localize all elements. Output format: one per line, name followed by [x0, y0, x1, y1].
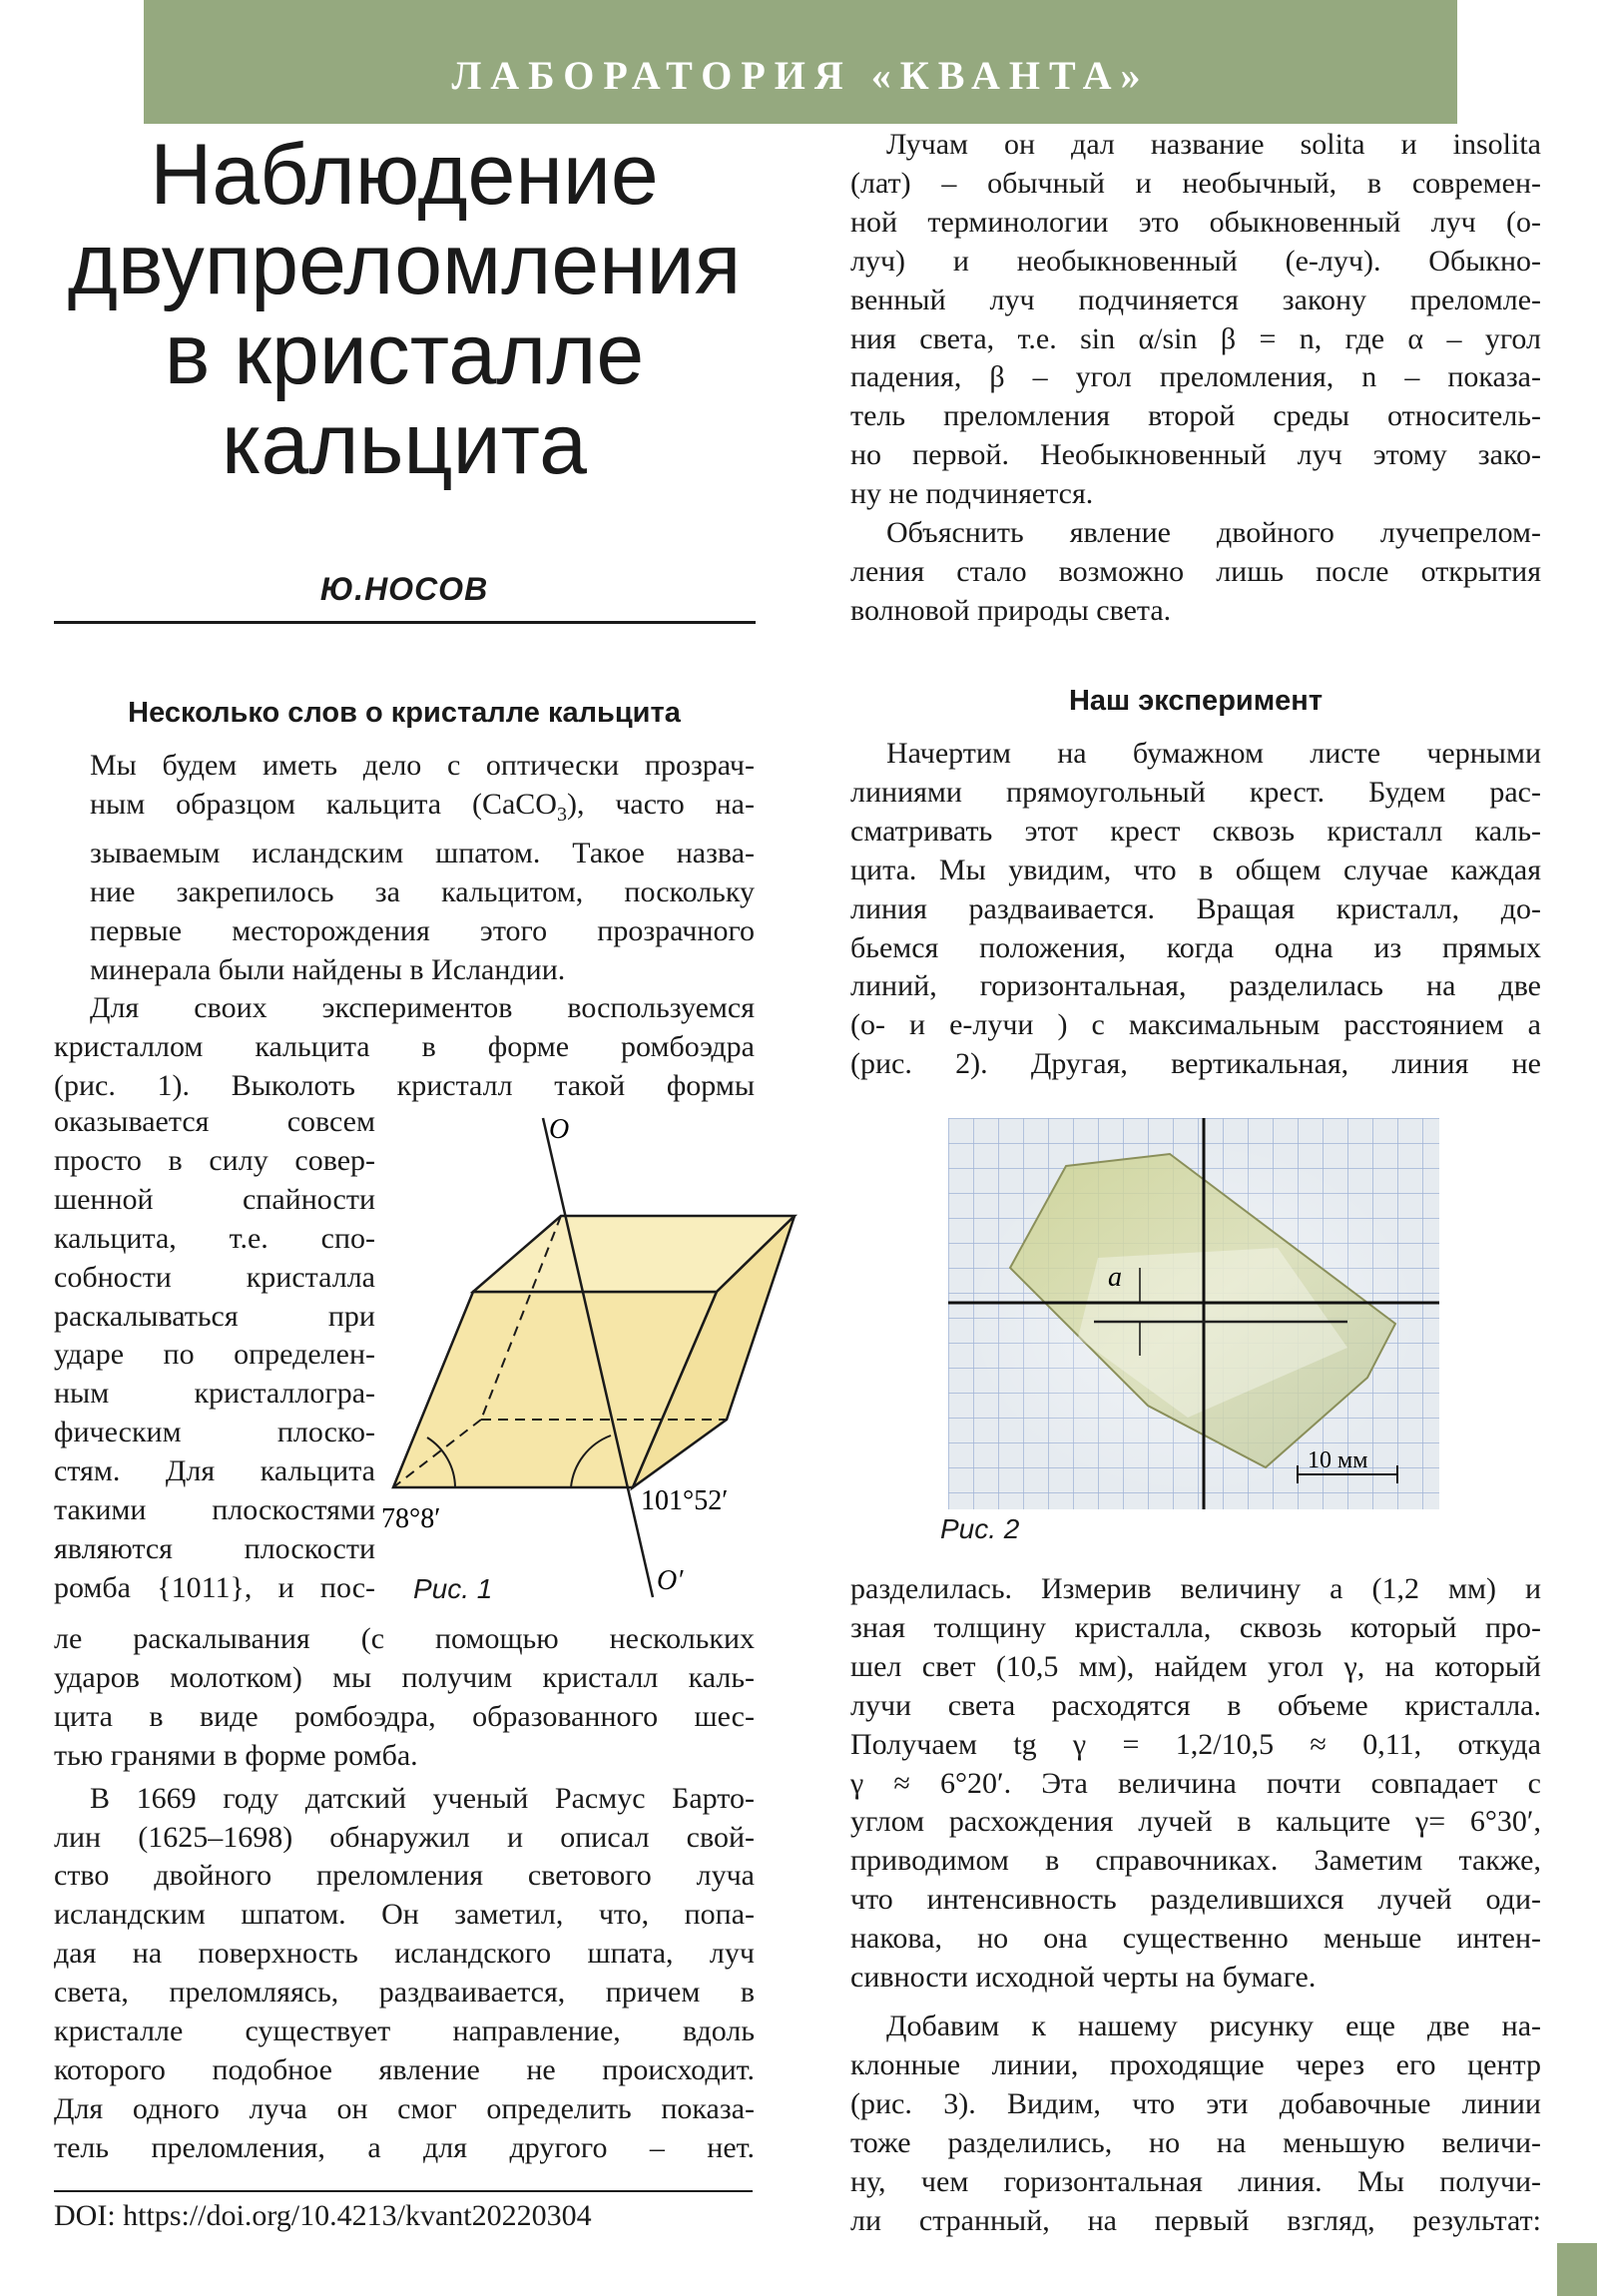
text-line: Добавим к нашему рисунку еще две на- [886, 2009, 1541, 2042]
left-column-top [54, 747, 755, 1106]
left-column-bottom [54, 1620, 755, 2168]
text-line: света, преломляясь, раздваивается, причем в [54, 1976, 755, 2009]
text-line: лин (1625–1698) обнаружил и описал свой- [54, 1820, 755, 1854]
text-line: ным образцом кальцита (CaCO$_3$), часто на- [90, 787, 755, 826]
text-line: углом расхождения лучей в кальците γ= 6°30′, [850, 1805, 1541, 1839]
title-line: Наблюдение [150, 127, 659, 223]
text-line: ударе по определен- [54, 1338, 375, 1372]
right-column-top [850, 126, 1541, 631]
section-heading-calcite: Несколько слов о кристалле кальцита [128, 697, 681, 729]
author-name: Ю.НОСОВ [319, 571, 489, 607]
title-line: в кристалле [164, 306, 645, 402]
text-line: ли странный, на первый взгляд, результат: [850, 2203, 1541, 2237]
text-line: Лучам он дал название solita и insolita [886, 128, 1541, 161]
text-line: линий, горизонтальная, разделилась на две [850, 969, 1541, 1003]
text-line: зная толщину кристалла, сквозь который про- [850, 1610, 1541, 1644]
text-line: минерала были найдены в Исландии. [90, 952, 566, 986]
text-line: Для своих экспериментов воспользуемся [90, 991, 755, 1025]
text-line: ления стало возможно лишь после открытия [850, 554, 1541, 588]
doi-footer: DOI: https://doi.org/10.4213/kvant20220304 [54, 2199, 592, 2232]
text-line: шел свет (10,5 мм), найдем угол γ, на который [850, 1649, 1541, 1683]
left-column-wrap [54, 1103, 375, 1608]
text-line: просто в силу совер- [54, 1143, 375, 1177]
text-line: фическим плоско- [54, 1416, 375, 1449]
section-title: ЛАБОРАТОРИЯ «КВАНТА» [451, 53, 1150, 98]
text-line: ну, чем горизонтальная линия. Мы получи- [850, 2164, 1541, 2198]
text-line: но первой. Необыкновенный луч этому зако- [850, 438, 1541, 472]
text-line: линия раздваивается. Вращая кристалл, до- [850, 891, 1541, 925]
text-line: (о- и е-лучи ) с максимальным расстоянием a [850, 1008, 1541, 1042]
text-line: являются плоскости [54, 1531, 375, 1565]
label-a: a [1108, 1262, 1122, 1293]
figure-1-rhombohedron [381, 1114, 773, 1605]
right-column-bottom [850, 1570, 1541, 2240]
text-line: кристаллом кальцита в форме ромбоэдра [54, 1030, 755, 1064]
text-line: оказывается совсем [54, 1105, 375, 1138]
text-line: γ ≈ 6°20′. Эта величина почти совпадает с [850, 1766, 1541, 1800]
footnote-rule [54, 2190, 753, 2192]
text-line: лучи света расходятся в объеме кристалла. [850, 1688, 1541, 1722]
article-title [54, 127, 755, 492]
text-line: цита в виде ромбоэдра, образованного шес- [54, 1699, 755, 1733]
text-line: ния света, т.е. sin α/sin β = n, где α – угол [850, 321, 1541, 355]
right-column-middle [850, 735, 1541, 1084]
author-rule [54, 621, 756, 624]
section-header-band [144, 0, 1457, 124]
text-line: клонные линии, проходящие через его центр [850, 2047, 1541, 2081]
text-line: (лат) – обычный и необычный, в современ- [850, 166, 1541, 200]
text-line: тель преломления, а для другого – нет. [54, 2130, 755, 2164]
text-line: дая на поверхность исландского шпата, луч [54, 1937, 755, 1971]
text-line: (рис. 1). Выколоть кристалл такой формы [54, 1069, 755, 1103]
text-line: тель преломления второй среды относитель- [850, 399, 1541, 433]
text-line: (рис. 2). Другая, вертикальная, линия не [850, 1047, 1541, 1081]
text-line: линиями прямоугольный крест. Будем рас- [850, 775, 1541, 809]
text-line: которого подобное явление не происходит. [54, 2052, 755, 2086]
text-line: цита. Мы увидим, что в общем случае каждая [850, 853, 1541, 886]
figure-2-caption: Рис. 2 [940, 1513, 1020, 1544]
page-corner-marker [1557, 2243, 1597, 2296]
text-line: сивности исходной черты на бумаге. [850, 1961, 1317, 1995]
text-line: ударов молотком) мы получим кристалл каль- [54, 1660, 755, 1694]
label-o-top: O [549, 1114, 570, 1145]
text-line: Начертим на бумажном листе черными [886, 737, 1541, 770]
text-line: падения, β – угол преломления, n – показа- [850, 360, 1541, 394]
text-line: ле раскалывания (с помощью нескольких [54, 1622, 755, 1655]
text-line: зываемым исландским шпатом. Такое назва- [90, 836, 755, 869]
text-line: шенной спайности [54, 1182, 375, 1216]
text-line: (рис. 3). Видим, что эти добавочные линии [850, 2086, 1541, 2120]
text-line: ной терминологии это обыкновенный луч (о- [850, 205, 1541, 239]
text-line: Получаем tg γ = 1,2/10,5 ≈ 0,11, откуда [850, 1727, 1541, 1761]
text-line: венный луч подчиняется закону преломле- [850, 283, 1541, 316]
text-line: разделилась. Измерив величину a (1,2 мм) и [850, 1572, 1541, 1605]
text-line: тоже разделились, но на меньшую величи- [850, 2125, 1541, 2159]
text-line: ние закрепилось за кальцитом, поскольку [90, 874, 755, 908]
text-line: Для одного луча он смог определить показа- [54, 2091, 755, 2125]
text-line: накова, но она существенно меньше интен- [850, 1922, 1541, 1956]
title-line: двупреломления [67, 217, 742, 312]
label-o-bottom: O′ [657, 1565, 684, 1596]
text-line: ным кристаллогра- [54, 1377, 375, 1411]
text-line: стям. Для кальцита [54, 1454, 375, 1488]
label-angle-right: 101°52′ [641, 1485, 729, 1516]
text-line: кальцита, т.е. спо- [54, 1221, 375, 1255]
text-line: раскалываться при [54, 1299, 375, 1333]
text-line: ромба {1011}, и пос- [54, 1570, 375, 1604]
figure-2-photo [948, 1118, 1439, 1509]
text-line: бьемся положения, когда одна из прямых [850, 930, 1541, 964]
label-angle-left: 78°8′ [381, 1503, 441, 1534]
text-line: кристалле существует направление, вдоль [54, 2014, 755, 2048]
text-line: ство двойного преломления светового луча [54, 1859, 755, 1893]
text-line: волновой природы света. [850, 593, 1172, 627]
text-line: исландским шпатом. Он заметил, что, попа- [54, 1898, 755, 1932]
text-line: собности кристалла [54, 1260, 375, 1294]
text-line: Объяснить явление двойного лучепрелом- [886, 516, 1541, 550]
text-line: что интенсивность разделившихся лучей оди- [850, 1883, 1541, 1917]
text-line: луч) и необыкновенный (е-луч). Обыкно- [850, 244, 1541, 278]
title-line: кальцита [222, 396, 587, 492]
text-line: Мы будем иметь дело с оптически прозрач- [90, 749, 755, 782]
text-line: первые месторождения этого прозрачного [90, 913, 755, 947]
text-line: ну не подчиняется. [850, 477, 1094, 511]
section-heading-experiment: Наш эксперимент [1068, 685, 1324, 717]
figure-1-caption: Рис. 1 [413, 1573, 493, 1604]
text-line: такими плоскостями [54, 1493, 375, 1527]
text-line: сматривать этот крест сквозь кристалл каль- [850, 814, 1541, 848]
text-line: приводимом в справочниках. Заметим также, [850, 1844, 1541, 1878]
text-line: тью гранями в форме ромба. [54, 1738, 418, 1772]
text-line: В 1669 году датский ученый Расмус Барто- [90, 1781, 755, 1815]
scale-bar-label: 10 мм [1308, 1447, 1368, 1473]
